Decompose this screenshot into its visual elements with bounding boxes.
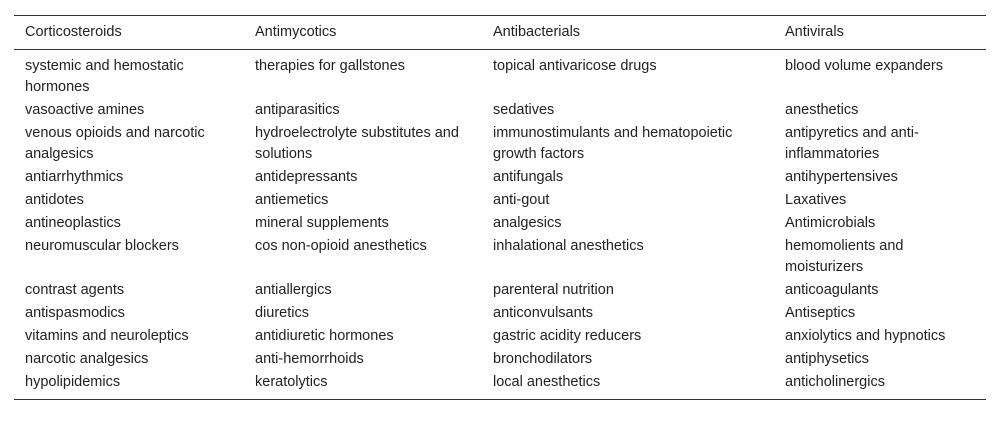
table-row xyxy=(14,348,986,371)
table-cell: narcotic analgesics xyxy=(25,351,149,367)
table-row xyxy=(14,166,986,189)
table-cell: Antiseptics xyxy=(785,305,856,321)
table-cell: vasoactive amines xyxy=(25,102,145,118)
table-cell: vitamins and neuroleptics xyxy=(25,328,189,344)
table-cell: systemic and hemostatic hormones xyxy=(25,58,184,95)
table-cell: diuretics xyxy=(255,305,309,321)
table-cell: anti-hemorrhoids xyxy=(255,351,364,367)
table-cell: antineoplastics xyxy=(25,215,121,231)
table-cell: inhalational anesthetics xyxy=(493,238,644,254)
table-cell: antispasmodics xyxy=(25,305,125,321)
table-cell: keratolytics xyxy=(255,374,328,390)
table-body xyxy=(14,50,986,400)
table-cell: anxiolytics and hypnotics xyxy=(785,328,946,344)
table-row xyxy=(14,50,986,100)
table-cell: hydroelectrolyte substitutes and solutions xyxy=(255,125,459,162)
drug-class-table-container xyxy=(14,15,986,400)
table-cell: immunostimulants and hematopoietic growth factors xyxy=(493,125,733,162)
column-header: Antivirals xyxy=(785,24,844,40)
table-cell: anticholinergics xyxy=(785,374,885,390)
table-cell: Antimicrobials xyxy=(785,215,876,231)
column-header: Antimycotics xyxy=(255,24,337,40)
table-cell: antiarrhythmics xyxy=(25,169,124,185)
table-row xyxy=(14,212,986,235)
table-cell: bronchodilators xyxy=(493,351,593,367)
table-cell: topical antivaricose drugs xyxy=(493,58,657,74)
table-cell: sedatives xyxy=(493,102,555,118)
table-row xyxy=(14,371,986,400)
column-header: Antibacterials xyxy=(493,24,581,40)
table-cell: parenteral nutrition xyxy=(493,282,614,298)
table-row xyxy=(14,302,986,325)
table-cell: antiparasitics xyxy=(255,102,340,118)
table-cell: anticoagulants xyxy=(785,282,879,298)
table-cell: anticonvulsants xyxy=(493,305,593,321)
table-cell: antipyretics and anti-inflammatories xyxy=(785,125,919,162)
table-row xyxy=(14,279,986,302)
table-cell: hemomolients and moisturizers xyxy=(785,238,904,275)
table-cell: hypolipidemics xyxy=(25,374,121,390)
table-cell: antiemetics xyxy=(255,192,329,208)
table-cell: antifungals xyxy=(493,169,564,185)
table-cell: analgesics xyxy=(493,215,562,231)
table-cell: gastric acidity reducers xyxy=(493,328,642,344)
table-cell: antiphysetics xyxy=(785,351,869,367)
table-cell: venous opioids and narcotic analgesics xyxy=(25,125,205,162)
table-cell: blood volume expanders xyxy=(785,58,943,74)
table-cell: mineral supplements xyxy=(255,215,389,231)
table-cell: anti-gout xyxy=(493,192,550,208)
table-cell: antidepressants xyxy=(255,169,358,185)
table-cell: antihypertensives xyxy=(785,169,898,185)
table-row xyxy=(14,99,986,122)
table-cell: antidotes xyxy=(25,192,84,208)
table-cell: contrast agents xyxy=(25,282,125,298)
table-cell: antiallergics xyxy=(255,282,332,298)
table-cell: cos non-opioid anesthetics xyxy=(255,238,427,254)
table-cell: anesthetics xyxy=(785,102,859,118)
table-row xyxy=(14,189,986,212)
table-cell: Laxatives xyxy=(785,192,847,208)
table-row xyxy=(14,325,986,348)
drug-class-table xyxy=(14,15,986,400)
table-cell: therapies for gallstones xyxy=(255,58,405,74)
column-header: Corticosteroids xyxy=(25,24,122,40)
header-row xyxy=(14,16,986,50)
table-header xyxy=(14,16,986,50)
table-row xyxy=(14,122,986,166)
table-cell: neuromuscular blockers xyxy=(25,238,179,254)
table-cell: local anesthetics xyxy=(493,374,601,390)
table-row xyxy=(14,235,986,279)
table-cell: antidiuretic hormones xyxy=(255,328,394,344)
